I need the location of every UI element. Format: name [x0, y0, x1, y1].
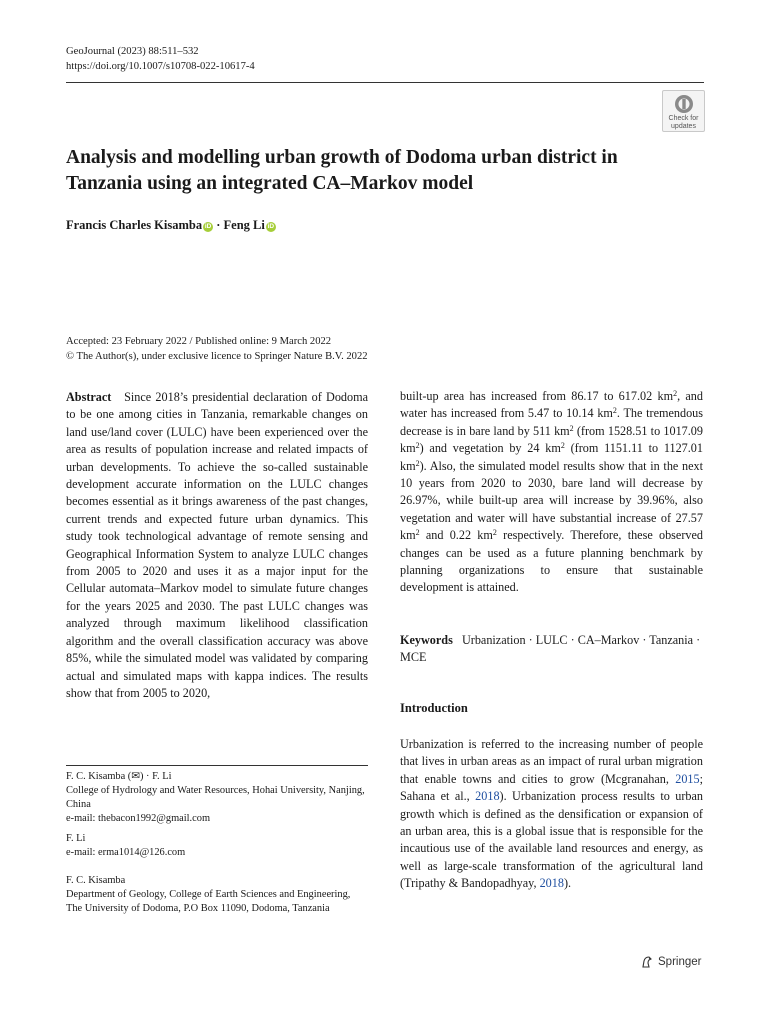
- superscript: 2: [492, 528, 497, 538]
- abstract-text: ). Also, the simulated model results show that in the next 10 years from 2020 to 2030, bare land will decrease by 26.97%, while built-up area will increase by 39.96%, also vegetation and water will have substantial increase of 27.57 km: [400, 458, 703, 543]
- affiliation-email[interactable]: e-mail: erma1014@126.com: [66, 847, 186, 858]
- affiliation-3: [66, 874, 368, 916]
- abstract-text: and 0.22 km: [419, 528, 493, 543]
- affiliation-email[interactable]: e-mail: thebacon1992@gmail.com: [66, 813, 211, 824]
- superscript: 2: [612, 406, 617, 416]
- abstract-text: . The tremendous decrease is in bare land by 511 km: [400, 406, 703, 438]
- affiliation-authors: F. C. Kisamba: [66, 875, 126, 886]
- author-name: Feng Li: [223, 218, 265, 232]
- publisher-logo: [640, 955, 701, 969]
- paper-title: Analysis and modelling urban growth of Dodoma urban district in Tanzania using an integrated CA–Markov model: [66, 147, 618, 194]
- introduction-heading: Introduction: [400, 701, 468, 715]
- affiliation-2: [66, 832, 368, 860]
- header-rule: [66, 82, 704, 83]
- superscript: 2: [415, 441, 420, 451]
- orcid-icon[interactable]: iD: [204, 223, 212, 230]
- publication-dates: [66, 334, 368, 364]
- springer-horse-icon: [640, 955, 654, 969]
- affiliation-authors: F. C. Kisamba (✉) · F. Li: [66, 771, 172, 782]
- abstract-left-column: [66, 389, 368, 702]
- abstract-right-column: [400, 388, 703, 597]
- citation-link[interactable]: 2018: [539, 876, 564, 891]
- keywords: [400, 632, 703, 667]
- publisher-name: Springer: [658, 956, 702, 968]
- abstract-heading: Abstract: [66, 390, 112, 404]
- copyright-notice: © The Author(s), under exclusive licence to Springer Nature B.V. 2022: [66, 351, 368, 362]
- body-text: ; Sahana et al.,: [400, 771, 703, 804]
- abstract-text: respectively. Therefore, these observed changes can be used as a future planning benchmark by planning organizations to ensure that sustainable development is attained.: [400, 528, 703, 595]
- affiliation-institution: College of Hydrology and Water Resources, Hohai University, Nanjing, China: [66, 785, 365, 810]
- superscript: 2: [560, 441, 565, 451]
- abstract-text: (from 1151.11 to 1127.01 km: [400, 441, 703, 473]
- journal-citation: GeoJournal (2023) 88:511–532: [66, 46, 199, 57]
- superscript: 2: [673, 389, 678, 398]
- update-check-icon: [674, 94, 694, 114]
- footnote-rule: [66, 765, 368, 766]
- abstract-text: (from 1528.51 to 1017.09 km: [400, 423, 703, 456]
- author-list: [66, 217, 276, 234]
- check-for-updates-label: Check for updates: [668, 115, 699, 130]
- journal-header: [66, 44, 255, 74]
- affiliation-institution: Department of Geology, College of Earth Sciences and Engineering, The University of Dodoma, P.O Box 11090, Dodoma, Tanzania: [66, 889, 351, 914]
- keywords-list: Urbanization · LULC · CA–Markov · Tanzania · MCE: [400, 633, 701, 665]
- citation-link[interactable]: 2015: [675, 771, 700, 786]
- author-separator: ·: [213, 218, 224, 232]
- abstract-text: ) and vegetation by 24 km: [419, 441, 561, 456]
- abstract-text: , and water has increased from 5.47 to 10.14 km: [400, 389, 703, 421]
- superscript: 2: [569, 423, 574, 433]
- author-name: Francis Charles Kisamba: [66, 218, 203, 232]
- doi-link[interactable]: https://doi.org/10.1007/s10708-022-10617-4: [66, 61, 255, 72]
- affiliation-authors: F. Li: [66, 833, 86, 844]
- introduction-text: [400, 736, 703, 893]
- keywords-heading: Keywords: [400, 633, 453, 647]
- citation-link[interactable]: 2018: [475, 789, 500, 804]
- abstract-text: Since 2018’s presidential declaration of Dodoma to be one among cities in Tanzania, remarkable changes on land use/land cover (LULC) have been experienced over the area as results of population increase and related impacts of urban developments. To achieve the so-called sustainable development accurate information on the LULC changes becomes essential as it brings awareness of the past changes, current trends and expected future urban dynamics. This study took technological advantage of remote sensing and Geographical Information System to analyze LULC changes from 2005 to 2020 and uses it as a major input for the Cellular automata–Markov model to simulate future changes for the years 2025 and 2030. The past LULC changes was analyzed through maximum likelihood classification algorithm and the overall classification accuracy was above 85%, while the simulated model was validated by comparing actual and simulated maps with kappa indices. The results show that from 2005 to 2020,: [66, 390, 368, 700]
- accepted-date: Accepted: 23 February 2022 / Published online: 9 March 2022: [66, 336, 332, 347]
- superscript: 2: [415, 458, 420, 468]
- orcid-icon[interactable]: iD: [267, 223, 275, 230]
- check-for-updates-badge[interactable]: [662, 90, 705, 132]
- abstract-text: built-up area has increased from 86.17 to 617.02 km: [400, 389, 674, 403]
- body-text: ). Urbanization process results to urban growth which is defined as the densification or expansion of an urban area, this is a global issue that is responsible for the incautious use of the available land resources and energy, as well as large-scale transformation of the agricultural land (Tripathy & Bandopadhyay,: [400, 789, 703, 891]
- body-text: ).: [563, 876, 572, 891]
- body-text: Urbanization is referred to the increasing number of people that lives in urban areas as an impact of rural urban migration that enable towns and cities to grow (Mcgranahan,: [400, 737, 703, 786]
- superscript: 2: [415, 528, 420, 538]
- affiliation-1: [66, 770, 368, 826]
